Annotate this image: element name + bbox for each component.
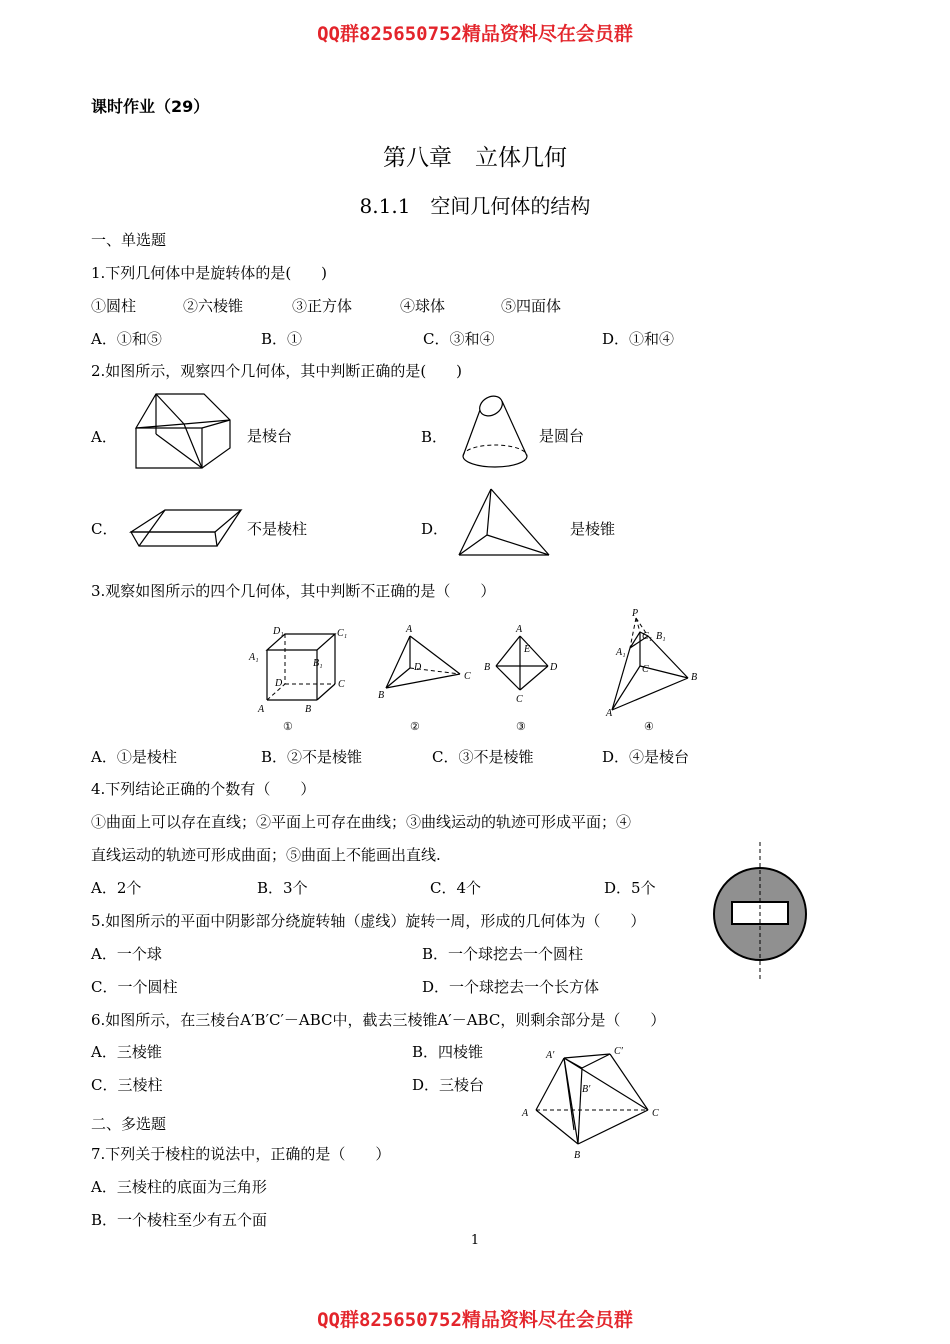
q4-option-a: A．2个 [91,879,142,897]
q3-figure-3-bipyramid [478,620,568,735]
q6-label: C [652,1108,659,1119]
q7-stem: 7.下列关于棱柱的说法中，正确的是（ ） [91,1145,391,1163]
q6-label: B [574,1150,581,1161]
q3-figure-1-cube [245,620,355,735]
q1-item: ⑤四面体 [501,297,562,315]
q5-option-d: D．一个球挖去一个长方体 [422,978,600,996]
q2-letter-c: C． [91,520,118,538]
q6-label: A [522,1108,529,1119]
q3-fig-number: ① [283,721,293,733]
q3-fig3-label: A [516,624,523,635]
q3-fig2-label: D [414,662,422,673]
q5-stem: 5.如图所示的平面中阴影部分绕旋转轴（虚线）旋转一周，形成的几何体为（ ） [91,912,646,930]
q2-figure-d-pyramid [455,485,555,560]
q1-item: ③正方体 [292,297,353,315]
q3-fig1-label: A [258,704,265,715]
q6-label: C′ [614,1046,623,1057]
q3-fig3-label: D [550,662,558,673]
q2-letter-b: B． [421,428,448,446]
q6-label: B′ [582,1084,591,1095]
q3-fig-number: ③ [516,721,526,733]
q3-stem: 3.观察如图所示的四个几何体，其中判断不正确的是（ ） [91,582,496,600]
q3-fig4-label: C₁ [642,631,653,642]
q2-stem: 2.如图所示，观察四个几何体，其中判断正确的是( ) [91,362,463,380]
q3-fig4-label: A [606,708,613,719]
q4-line1: ①曲面上可以存在直线；②平面上可存在曲线；③曲线运动的轨迹可形成平面；④ [91,813,632,831]
q3-figure-4-cut-pyramid [600,608,710,735]
q3-fig1-label: B [305,704,312,715]
q5-figure-shaded-circle [706,838,816,983]
q6-figure-frustum [518,1040,668,1165]
q3-fig4-label: B [691,672,698,683]
q2-caption-d: 是棱锥 [570,520,616,538]
q1-item: ④球体 [400,297,446,315]
q6-stem: 6.如图所示，在三棱台A′B′C′－ABC中，截去三棱锥A′－ABC，则剩余部分是（ ） [91,1011,666,1029]
q5-option-b: B．一个球挖去一个圆柱 [422,945,584,963]
q3-option-a: A．①是棱柱 [91,748,177,766]
q7-option-a: A．三棱柱的底面为三角形 [91,1178,267,1196]
q4-option-b: B．3个 [257,879,308,897]
q3-fig4-label: P [632,608,639,619]
q6-label: A′ [546,1050,555,1061]
section-title: 8.1.1 空间几何体的结构 [359,194,591,218]
q1-option-d: D．①和④ [602,330,675,348]
q2-figure-b-frustum-cone [455,392,545,474]
q3-fig3-label: B [484,662,491,673]
q3-fig1-label: A₁ [249,652,259,663]
q3-fig1-label: C₁ [337,628,348,639]
chapter-title: 第八章 立体几何 [383,145,567,171]
q2-figure-a-frustum [130,388,250,473]
q2-figure-c-slanted-prism [125,502,245,557]
q7-option-b: B．一个棱柱至少有五个面 [91,1211,268,1229]
q3-fig4-label: C [642,664,649,675]
q3-fig3-label: C [516,694,523,705]
q3-fig4-label: B₁ [656,631,666,642]
q2-letter-d: D． [421,520,449,538]
q1-item: ①圆柱 [91,297,137,315]
q3-option-b: B．②不是棱锥 [261,748,363,766]
q3-fig2-label: C [464,671,471,682]
homework-label: 课时作业（29） [91,97,210,116]
q2-caption-b: 是圆台 [539,427,585,445]
q2-letter-a: A． [91,428,117,446]
watermark-banner-top: QQ群825650752精品资料尽在会员群 [317,23,633,45]
q3-fig1-label: B₁ [313,658,323,669]
q3-fig-number: ② [410,721,420,733]
q2-caption-c: 不是棱柱 [247,520,308,538]
q3-figure-2-tetrahedron [372,620,482,735]
q3-fig2-label: A [406,624,413,635]
q4-option-c: C．4个 [430,879,482,897]
q3-option-c: C．③不是棱锥 [432,748,534,766]
part2-heading: 二、多选题 [91,1115,167,1133]
q1-option-b: B．① [261,330,303,348]
q6-option-c: C．三棱柱 [91,1076,163,1094]
q3-fig1-label: D₁ [273,626,284,637]
q1-option-a: A．①和⑤ [91,330,162,348]
q3-fig1-label: D [275,678,283,689]
q4-option-d: D．5个 [604,879,656,897]
q3-fig1-label: C [338,679,345,690]
q1-option-c: C．③和④ [423,330,495,348]
q3-fig2-label: B [378,690,385,701]
q5-option-a: A．一个球 [91,945,162,963]
q6-option-d: D．三棱台 [412,1076,485,1094]
q3-fig3-label: E [524,644,531,655]
watermark-banner-bottom: QQ群825650752精品资料尽在会员群 [317,1309,633,1331]
q1-item: ②六棱锥 [183,297,244,315]
q1-stem: 1.下列几何体中是旋转体的是( ) [91,264,328,282]
q4-stem: 4.下列结论正确的个数有（ ） [91,780,316,798]
q5-option-c: C．一个圆柱 [91,978,178,996]
q2-caption-a: 是棱台 [247,427,293,445]
q6-option-a: A．三棱锥 [91,1043,162,1061]
part1-heading: 一、单选题 [91,231,167,249]
q3-fig-number: ④ [644,721,654,733]
q3-option-d: D．④是棱台 [602,748,690,766]
q4-line2: 直线运动的轨迹可形成曲面；⑤曲面上不能画出直线. [91,846,441,864]
page-number: 1 [470,1233,480,1248]
q6-option-b: B．四棱锥 [412,1043,484,1061]
q3-fig4-label: A₁ [616,647,626,658]
